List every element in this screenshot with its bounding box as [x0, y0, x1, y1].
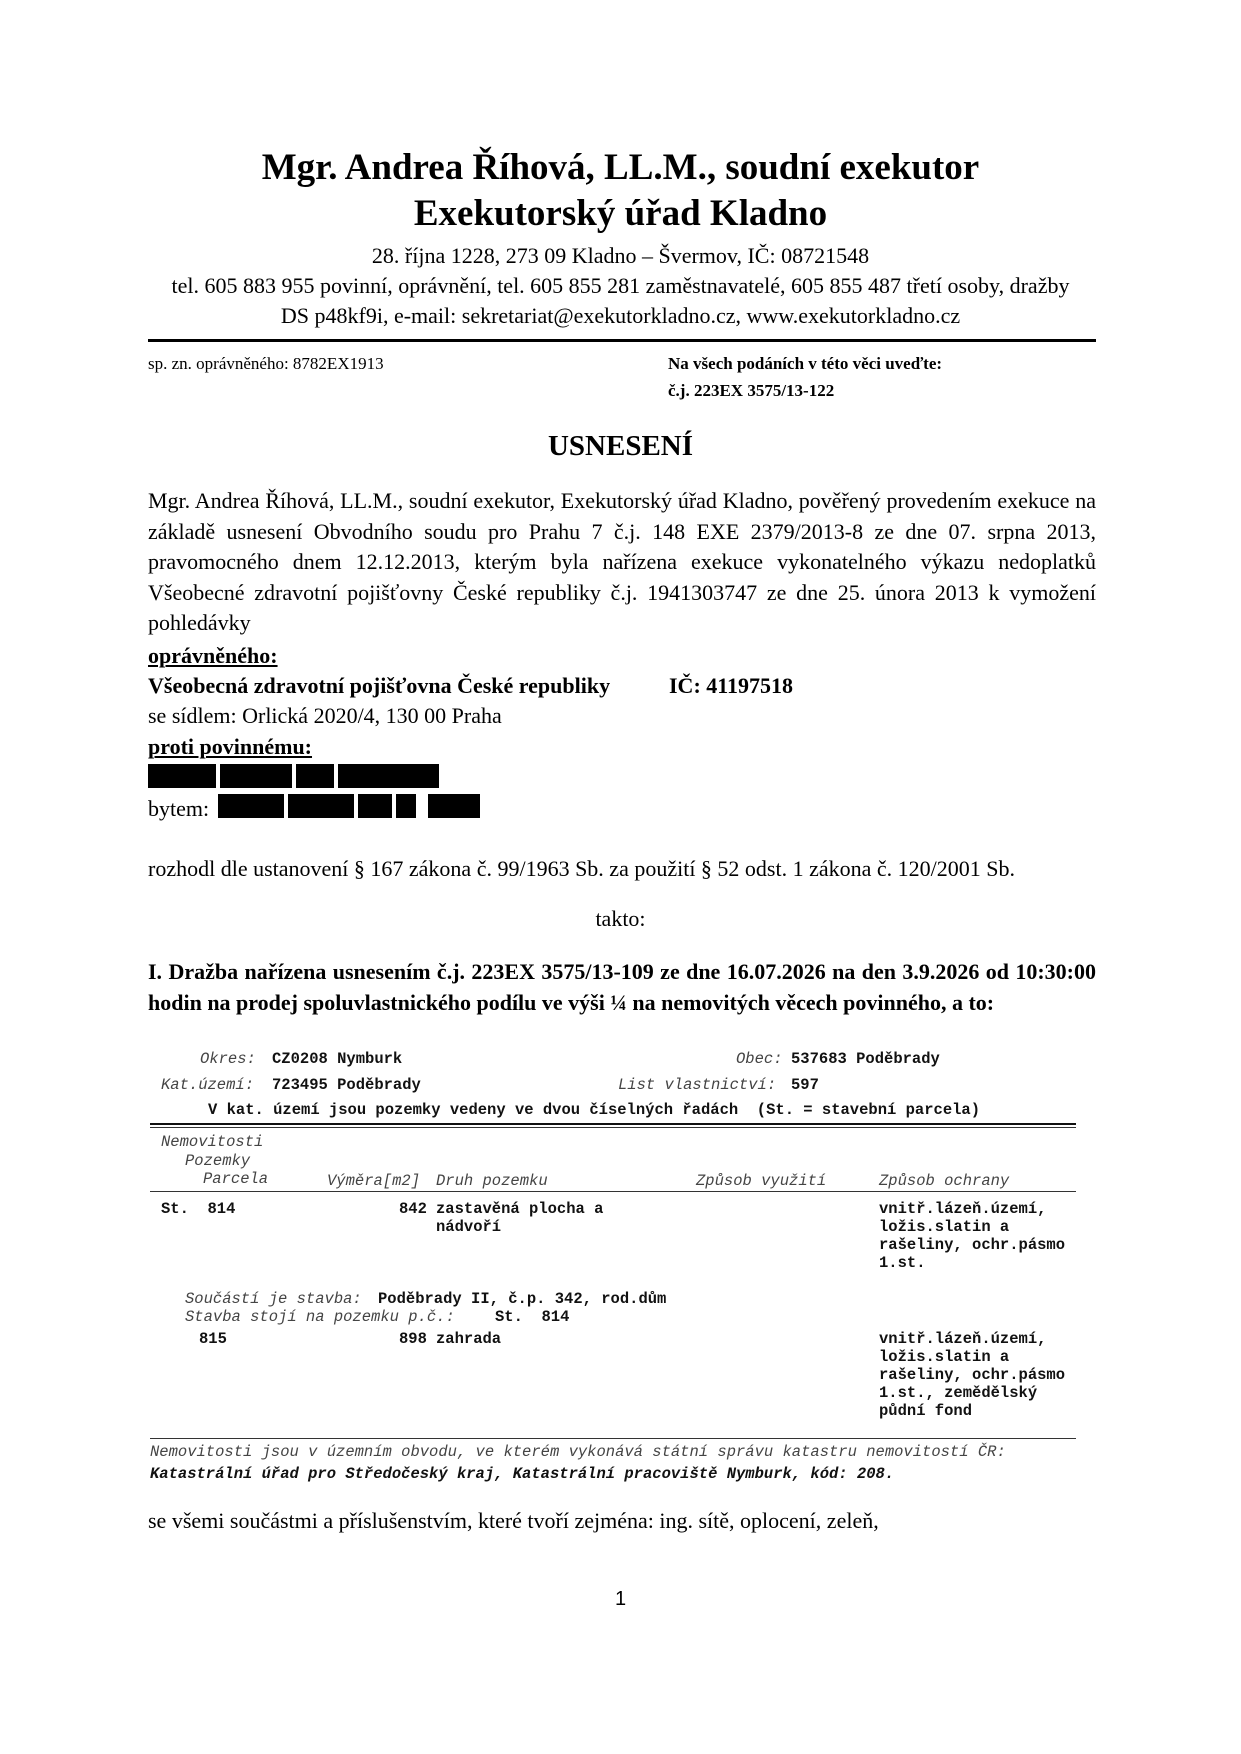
lv-label: List vlastnictví: [618, 1076, 777, 1094]
parcel-1-type-line-2: nádvoří [436, 1218, 502, 1236]
redaction-block [148, 764, 216, 788]
parcel-1-protection-line-2: ložis.slatin a [879, 1218, 1010, 1236]
col-zpusob-ochrany: Způsob ochrany [879, 1172, 1010, 1190]
accessories-text: se všemi součástmi a příslušenstvím, které tvoří zejména: ing. sítě, oplocení, zeleň, [148, 1508, 879, 1533]
creditor-reference: sp. zn. oprávněného: 8782EX1913 [148, 354, 384, 373]
subsection-pozemky: Pozemky [185, 1152, 251, 1170]
stands-label: Stavba stojí na pozemku p.č.: [185, 1308, 455, 1326]
document-title: USNESENÍ [547, 430, 694, 462]
redaction-block [220, 764, 292, 788]
redaction-block [396, 794, 416, 818]
katuzemi-label: Kat.území: [161, 1076, 255, 1094]
takto-text: takto: [595, 906, 646, 931]
building-value: Poděbrady II, č.p. 342, rod.dům [378, 1290, 667, 1308]
parcel-1-protection-line-4: 1.st. [879, 1254, 926, 1272]
executor-name: Mgr. Andrea Říhová, LL.M., soudní exekutor [261, 147, 980, 188]
okres-label: Okres: [200, 1050, 256, 1068]
parcel-2-type: zahrada [436, 1330, 502, 1348]
debtor-address-redacted [218, 794, 484, 820]
parcel-2-protection-line-3: rašeliny, ochr.pásmo [879, 1366, 1066, 1384]
series-note: V kat. území jsou pozemky vedeny ve dvou číselných řadách (St. = stavební parcela) [208, 1101, 981, 1119]
col-zpusob-vyuziti: Způsob využití [696, 1172, 827, 1190]
redaction-block [288, 794, 354, 818]
redaction-block [338, 764, 439, 788]
header-rule [148, 339, 1096, 342]
office-address: 28. října 1228, 273 09 Kladno – Švermov, IČ: 08721548 [371, 243, 870, 268]
creditor-ico: IČ: 41197518 [669, 673, 794, 698]
parcel-1-protection-line-1: vnitř.lázeň.území, [879, 1200, 1047, 1218]
obec-label: Obec: [736, 1050, 783, 1068]
redaction-block [358, 794, 392, 818]
parcel-1-type-line-1: zastavěná plocha a [436, 1200, 604, 1218]
debtor-heading: proti povinnému: [148, 734, 313, 759]
redaction-block [428, 794, 480, 818]
header-rule [150, 1191, 1076, 1192]
col-parcela: Parcela [203, 1170, 269, 1188]
parcel-2-protection-line-4: 1.st., zemědělský [879, 1384, 1038, 1402]
stands-value: St. 814 [495, 1308, 570, 1326]
cadastre-extract [150, 1050, 1076, 1483]
case-number: č.j. 223EX 3575/13-122 [668, 381, 835, 400]
ruling-text: rozhodl dle ustanovení § 167 zákona č. 99/1963 Sb. za použití § 52 odst. 1 zákona č. 120/2001 Sb. [148, 856, 1016, 881]
office-contact: DS p48kf9i, e-mail: sekretariat@exekutorkladno.cz, www.exekutorkladno.cz [280, 303, 961, 328]
col-druh: Druh pozemku [436, 1172, 548, 1190]
office-phones: tel. 605 883 955 povinní, oprávnění, tel. 605 855 281 zaměstnavatelé, 605 855 487 třetí osoby, dražby [171, 273, 1070, 298]
parcel-1-number: St. 814 [161, 1200, 236, 1218]
obec-value: 537683 Poděbrady [791, 1050, 940, 1068]
redaction-block [218, 794, 284, 818]
creditor-heading: oprávněného: [148, 643, 278, 668]
lv-value: 597 [791, 1076, 819, 1094]
parcel-2-number: 815 [199, 1330, 227, 1348]
parcel-1-protection-line-3: rašeliny, ochr.pásmo [879, 1236, 1066, 1254]
building-label: Součástí je stavba: [185, 1290, 362, 1308]
parcel-2-area: 898 [399, 1330, 427, 1348]
intro-paragraph: Mgr. Andrea Říhová, LL.M., soudní exekutor, Exekutorský úřad Kladno, pověřený provedením exekuce na základě usnesení Obvodního soudu pro Prahu 7 č.j. 148 EXE 2379/2013-8 ze dne 07. srpna 2013, pravomocného dnem 12.12.2013, kterým byla nařízena exekuce vykonatelného výkazu nedoplatků Všeobecné zdravotní pojišťovny České republiky č.j. 1941303747 ze dne 25. února 2013 k vymožení pohledávky [148, 488, 1096, 635]
parcel-2-protection-line-2: ložis.slatin a [879, 1348, 1010, 1366]
redaction-block [296, 764, 334, 788]
auction-point-1: I. Dražba nařízena usnesením č.j. 223EX 3575/13-109 ze dne 16.07.2026 na den 3.9.2026 od 10:30:00 hodin na prodej spoluvlastnického podílu ve výši ¼ na nemovitých věcech povinného, a to: [148, 959, 1096, 1015]
page-number: 1 [614, 1588, 627, 1610]
parcel-2-protection-line-1: vnitř.lázeň.území, [879, 1330, 1047, 1348]
katuzemi-value: 723495 Poděbrady [272, 1076, 421, 1094]
office-name: Exekutorský úřad Kladno [413, 193, 828, 234]
parcel-1-area: 842 [399, 1200, 427, 1218]
footer-rule [150, 1438, 1076, 1439]
debtor-name-redacted [148, 764, 443, 790]
col-vymera: Výměra[m2] [327, 1172, 421, 1190]
note-rule [150, 1123, 1076, 1125]
filing-notice: Na všech podáních v této věci uveďte: [668, 354, 943, 373]
creditor-seat: se sídlem: Orlická 2020/4, 130 00 Praha [148, 703, 502, 728]
note-rule-thin [150, 1127, 1076, 1128]
cadastre-footer-note: Nemovitosti jsou v územním obvodu, ve kterém vykonává státní správu katastru nemovitostí ČR: [150, 1443, 1006, 1461]
debtor-address-label: bytem: [148, 796, 210, 821]
section-nemovitosti: Nemovitosti [161, 1133, 264, 1151]
okres-value: CZ0208 Nymburk [272, 1050, 403, 1068]
creditor-name: Všeobecná zdravotní pojišťovna České republiky [148, 673, 611, 698]
cadastre-office: Katastrální úřad pro Středočeský kraj, Katastrální pracoviště Nymburk, kód: 208. [150, 1465, 895, 1483]
parcel-2-protection-line-5: půdní fond [879, 1402, 973, 1420]
